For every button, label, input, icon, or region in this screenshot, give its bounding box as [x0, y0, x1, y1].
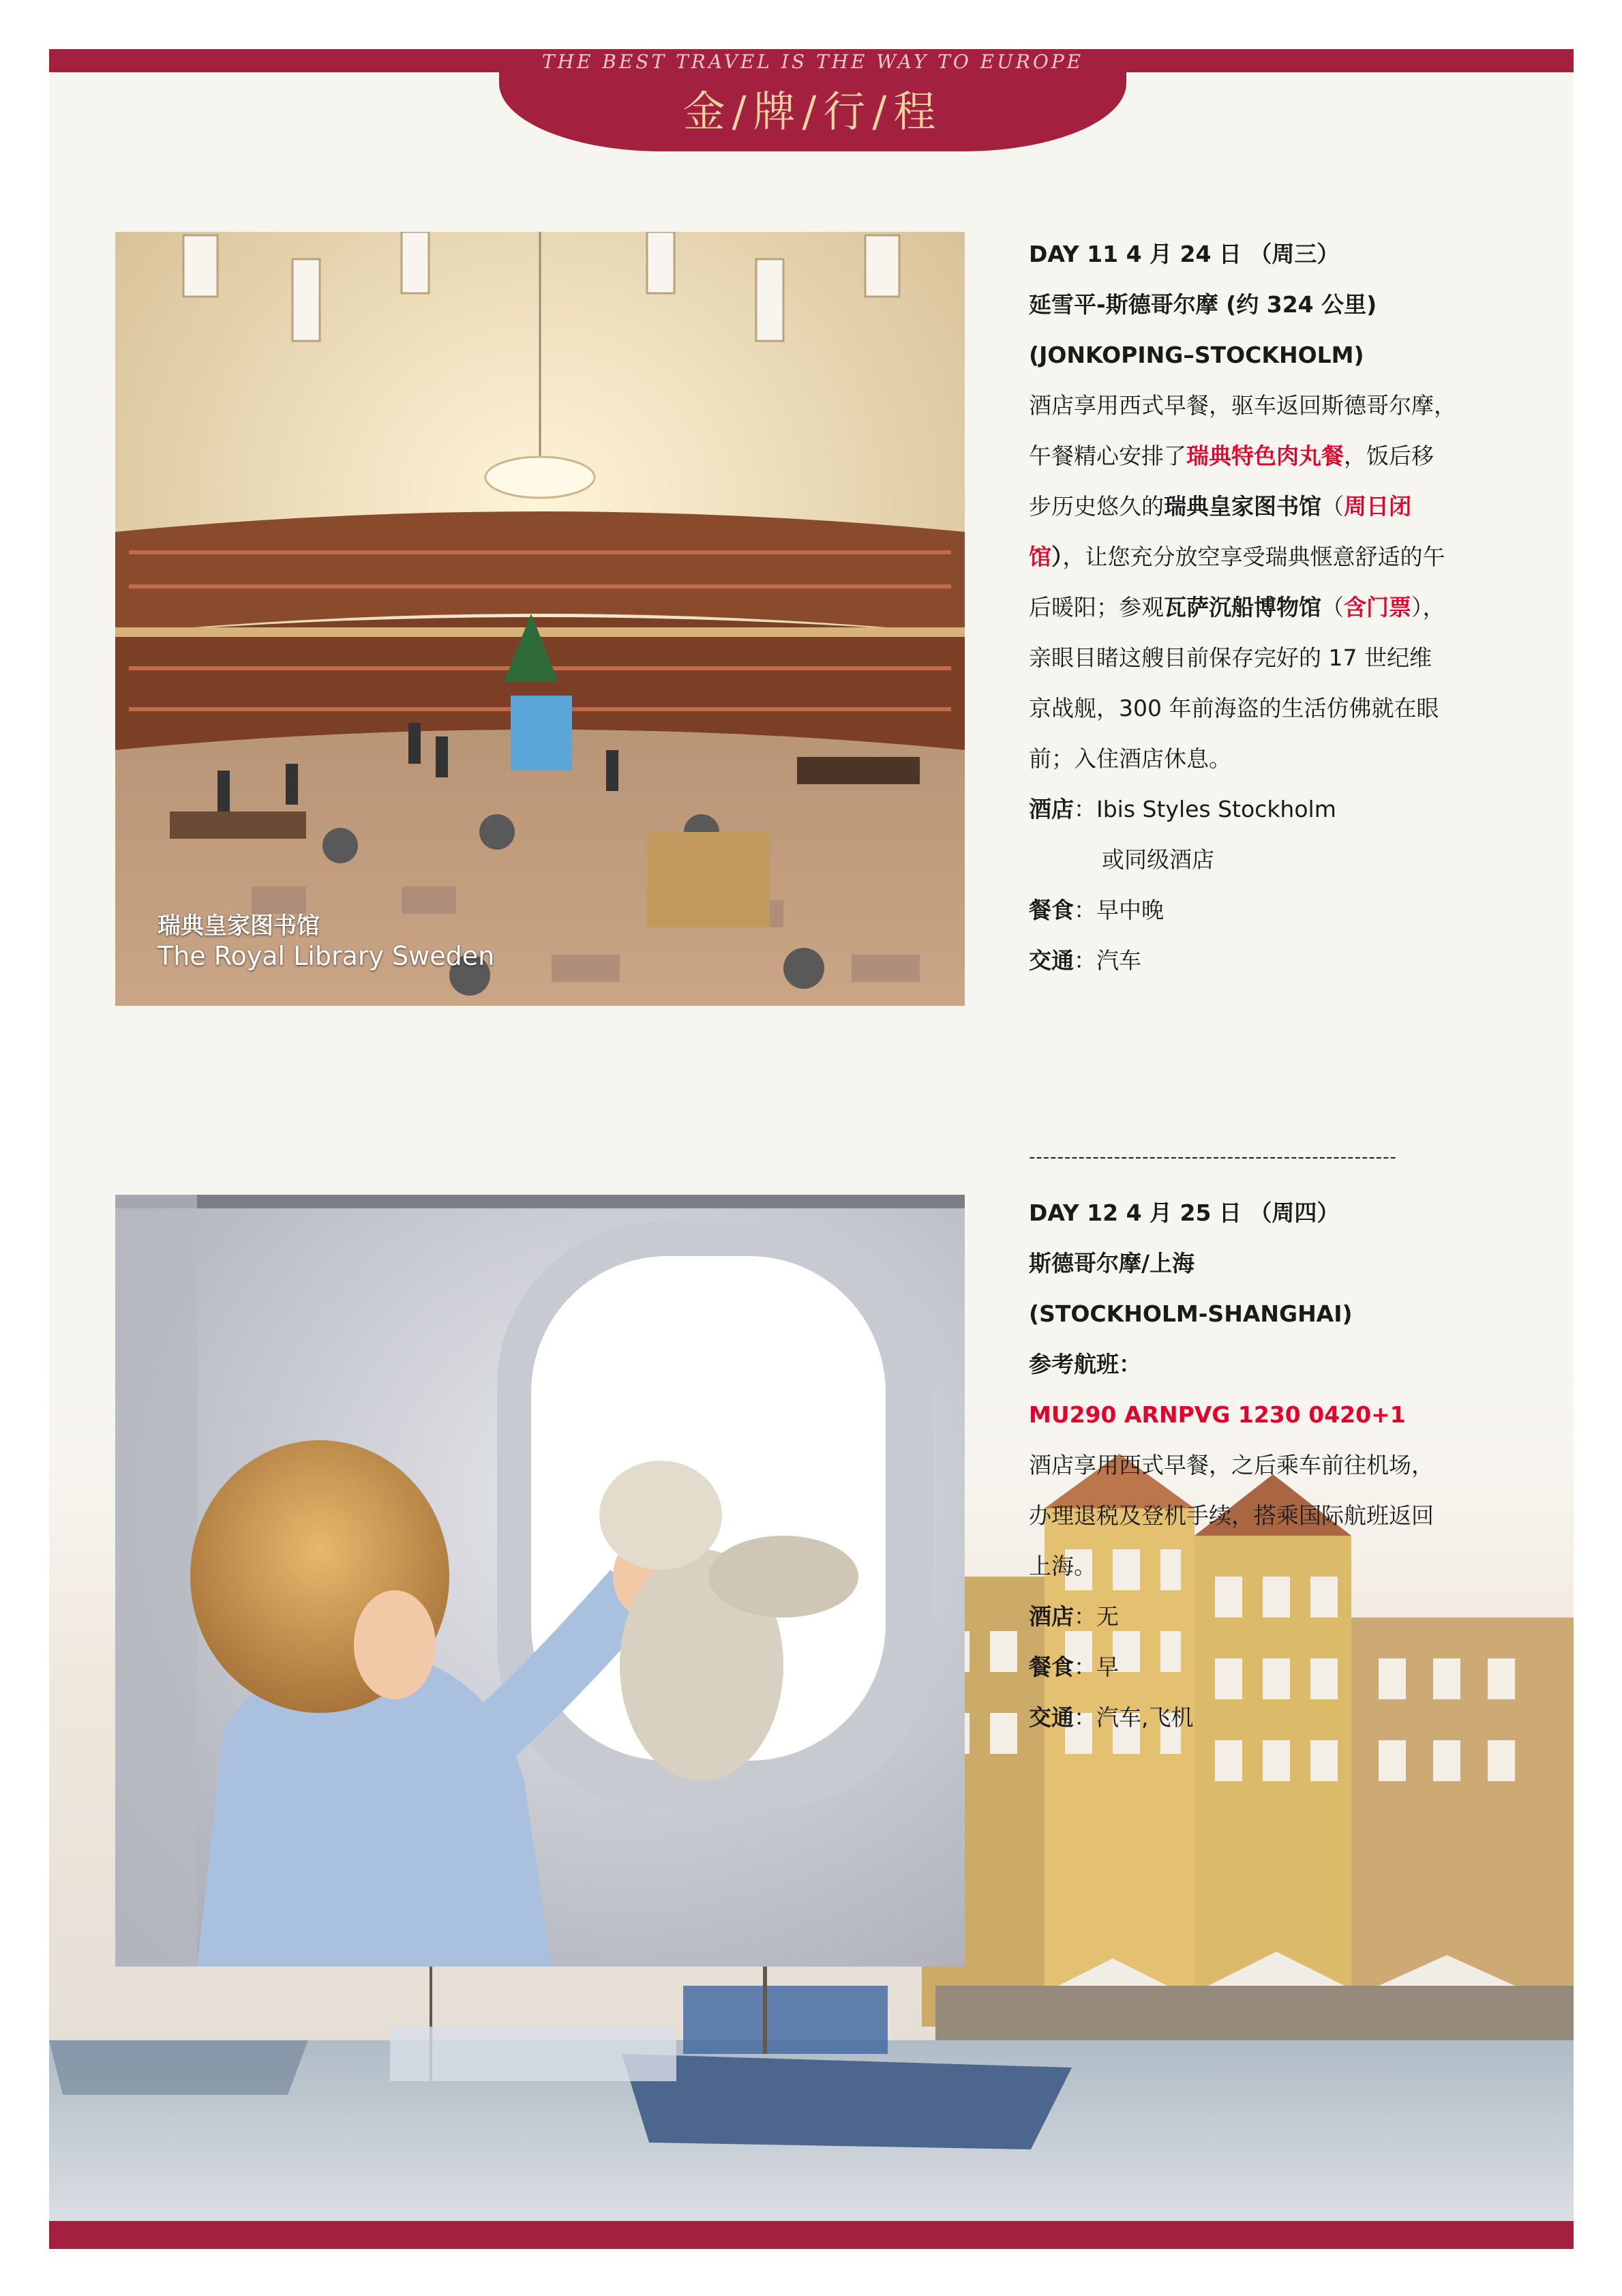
day11-meals — [1029, 885, 1506, 936]
text: 步历史悠久的 — [1029, 493, 1164, 520]
text: （ — [1321, 493, 1344, 520]
photo-caption-cn: 瑞典皇家图书馆 — [157, 912, 320, 940]
vasa-museum-highlight: 瓦萨沉船博物馆 — [1164, 594, 1321, 621]
text: ，让您充分放空享受瑞典惬意舒适的午 — [1062, 543, 1445, 570]
day12-route-cn: 斯德哥尔摩/上海 — [1029, 1250, 1195, 1277]
day11-line-4 — [1029, 532, 1506, 582]
day11-route-cn: 延雪平-斯德哥尔摩 (约 324 公里) — [1029, 291, 1377, 318]
text: ） — [1051, 543, 1063, 570]
day11-route-en: (JONKOPING–STOCKHOLM) — [1029, 342, 1364, 368]
royal-library-photo — [115, 232, 965, 1006]
meal-value: ：早 — [1074, 1654, 1119, 1680]
day12-transport — [1029, 1693, 1506, 1743]
closed-sunday-note-end: 馆 — [1029, 543, 1051, 570]
day12-hotel — [1029, 1592, 1506, 1642]
ticket-included-note: 含门票 — [1344, 594, 1411, 621]
day11-line-1: 酒店享用西式早餐，驱车返回斯德哥尔摩， — [1029, 392, 1456, 419]
day11-line-7: 京战舰，300 年前海盗的生活仿佛就在眼 — [1029, 695, 1439, 721]
day12-route-en: (STOCKHOLM-SHANGHAI) — [1029, 1300, 1353, 1327]
hotel-label: 酒店 — [1029, 796, 1074, 822]
royal-library-highlight: 瑞典皇家图书馆 — [1164, 493, 1321, 520]
day11-line-6: 亲眼目睹这艘目前保存完好的 17 世纪维 — [1029, 644, 1432, 671]
day12-section — [1029, 1188, 1506, 1743]
meal-label: 餐食 — [1029, 897, 1074, 923]
day11-heading: DAY 11 4 月 24 日 （周三） — [1029, 241, 1340, 267]
transport-value: ：汽车 — [1074, 947, 1141, 974]
itinerary-page — [49, 49, 1574, 2249]
day12-line-2: 办理退税及登机手续，搭乘国际航班返回 — [1029, 1502, 1434, 1529]
text: ）， — [1411, 594, 1445, 621]
day11-line-2 — [1029, 431, 1506, 481]
airplane-window-photo — [115, 1195, 965, 1967]
meal-label: 餐食 — [1029, 1654, 1074, 1680]
day12-heading: DAY 12 4 月 25 日 （周四） — [1029, 1199, 1340, 1226]
meatball-meal-highlight: 瑞典特色肉丸餐 — [1186, 443, 1344, 469]
day12-line-1: 酒店享用西式早餐，之后乘车前往机场， — [1029, 1452, 1434, 1478]
header-title: 金/牌/行/程 — [682, 87, 943, 136]
day11-transport — [1029, 936, 1506, 986]
flight-label: 参考航班： — [1029, 1351, 1141, 1377]
text: 午餐精心安排了 — [1029, 443, 1186, 469]
hotel-value: ：无 — [1074, 1603, 1119, 1630]
day11-line-5 — [1029, 582, 1506, 633]
day11-section — [1029, 229, 1506, 986]
transport-value: ：汽车,飞机 — [1074, 1704, 1194, 1731]
closed-sunday-note: 周日闭 — [1344, 493, 1411, 520]
text: ，饭后移 — [1344, 443, 1434, 469]
meal-value: ：早中晚 — [1074, 897, 1164, 923]
day11-hotel — [1029, 784, 1506, 835]
hotel-value: ：Ibis Styles Stockholm — [1074, 796, 1336, 822]
day11-line-3 — [1029, 481, 1506, 532]
hotel-label: 酒店 — [1029, 1603, 1074, 1630]
text: 后暖阳；参观 — [1029, 594, 1164, 621]
header-subtitle: THE BEST TRAVEL IS THE WAY TO EUROPE — [541, 50, 1084, 73]
flight-number: MU290 ARNPVG 1230 0420+1 — [1029, 1401, 1406, 1428]
photo-caption-en: The Royal Library Sweden — [157, 941, 495, 971]
day12-line-3: 上海。 — [1029, 1553, 1096, 1579]
text: （ — [1321, 594, 1344, 621]
transport-label: 交通 — [1029, 1704, 1074, 1731]
section-divider: ---------------------------------------------------- — [1029, 1149, 1397, 1165]
day11-line-8: 前；入住酒店休息。 — [1029, 745, 1231, 772]
day11-hotel-alt: 或同级酒店 — [1102, 846, 1214, 873]
day12-meals — [1029, 1642, 1506, 1693]
transport-label: 交通 — [1029, 947, 1074, 974]
footer-band — [49, 2221, 1574, 2249]
